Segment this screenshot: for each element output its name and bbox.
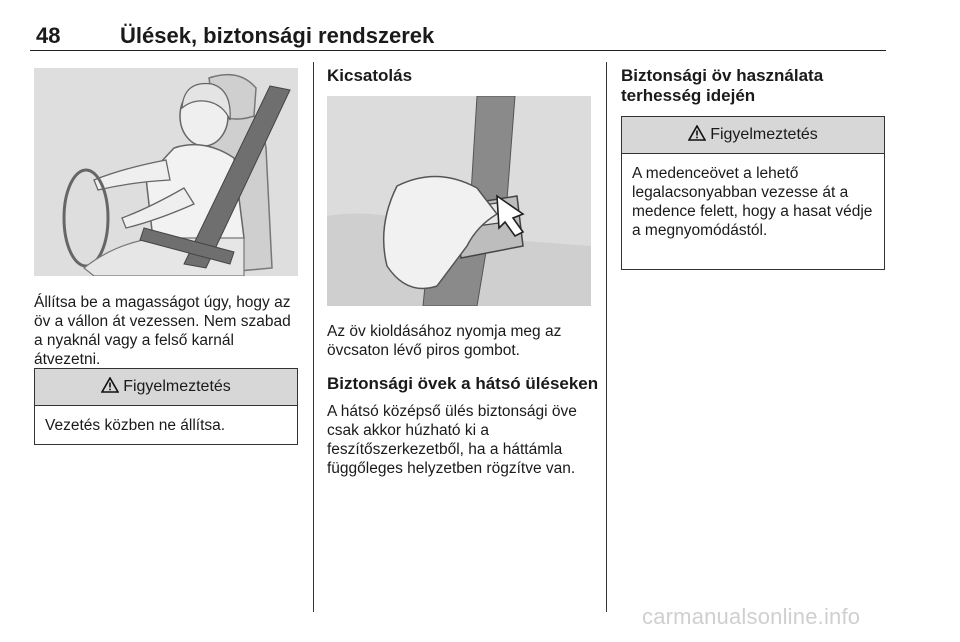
page-title: Ülések, biztonsági rendszerek (120, 23, 435, 48)
warning-header (35, 369, 297, 406)
warning-triangle-icon (101, 377, 119, 398)
warning-body: A medenceövet a lehető legalacsonyabban vezesse át a medence felett, hogy a hasat védje a megnyomódástól. (632, 165, 873, 239)
page-number: 48 (36, 23, 61, 48)
buckle-illustration (327, 96, 591, 306)
page-header (30, 20, 886, 51)
warning-body: Vezetés közben ne állítsa. (45, 417, 226, 434)
paragraph-height-adjust: Állítsa be a magasságot úgy, hogy az öv a vállon át vezessen. Nem szabad a nyaknál vagy a felső karnál átvezetni. (34, 294, 291, 368)
paragraph-rear-seats: A hátsó középső ülés biztonsági öve csak akkor húzható ki a feszítőszerkezetből, ha a háttámla függőleges helyzetben rögzítve van. (327, 403, 577, 477)
column-divider-1 (313, 62, 314, 612)
subheading-rear-seats: Biztonsági övek a hátsó üléseken (327, 374, 599, 393)
warning-header (622, 117, 884, 154)
warning-triangle-icon (688, 125, 706, 146)
warning-title: Figyelmeztetés (123, 378, 231, 395)
warning-title: Figyelmeztetés (710, 126, 818, 143)
warning-box-2 (621, 116, 885, 270)
watermark: carmanualsonline.info (642, 604, 861, 629)
warning-box-1 (34, 368, 298, 445)
paragraph-release: Az öv kioldásához nyomja meg az övcsaton lévő piros gombot. (327, 323, 562, 359)
column-divider-2 (606, 62, 607, 612)
section-heading-pregnancy: Biztonsági öv használata terhesség idején (621, 66, 824, 105)
driver-illustration (34, 68, 298, 276)
figure-buckle-release (327, 96, 591, 306)
section-heading-unbuckle: Kicsatolás (327, 66, 413, 85)
figure-seatbelt-driver (34, 68, 298, 276)
